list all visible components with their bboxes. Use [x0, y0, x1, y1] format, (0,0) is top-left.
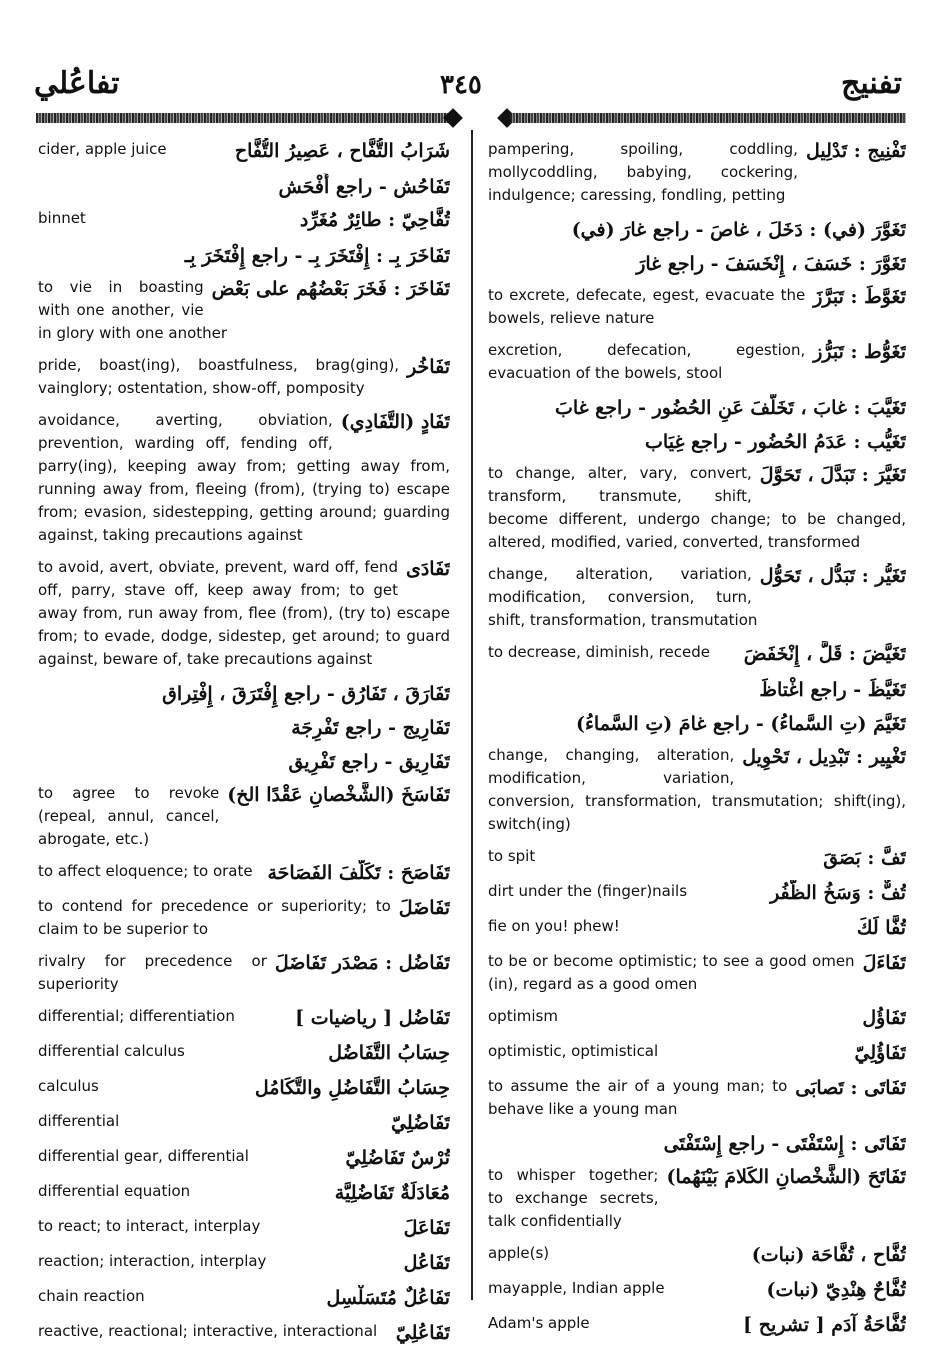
entry-arabic: تُفَّاحَةُ آدَم [ تشريح ] [743, 1314, 906, 1336]
entry-arabic: تَغَوَّرَ (في) : دَخَلَ ، غاصَ - راجع غارَ (في) [571, 219, 906, 241]
entry-arabic: تَفَاخَرَ بِـ : إِفْتَخَرَ بِـ - راجع إِفْتَخَرَ بِـ [184, 245, 450, 267]
entry-arabic: تَغْيِير : تَبْدِيل ، تَحْوِيل [742, 746, 906, 768]
entry-english: mayapple, Indian apple [488, 1279, 665, 1297]
entry-english: change, changing, alteration, modification, variation, conversion, transformation, transmutation; shift(ing), switch(ing) [488, 746, 906, 833]
entry-arabic: تَفَاضَلَ [398, 897, 450, 919]
entry-arabic: تَفَاعُلِيّ [395, 1322, 450, 1344]
dictionary-entry [38, 1215, 450, 1241]
entry-arabic: تَفَاؤُلِيّ [854, 1042, 906, 1064]
entry-arabic: تَفَّ : بَصَقَ [823, 847, 906, 869]
dictionary-entry [38, 1075, 450, 1101]
dictionary-entry [488, 1242, 906, 1268]
entry-english: optimistic, optimistical [488, 1042, 659, 1060]
entry-arabic: تَفَاعُل [403, 1252, 450, 1274]
entry-english: cider, apple juice [38, 140, 167, 158]
entry-english: binnet [38, 209, 86, 227]
dictionary-entry [488, 462, 906, 554]
entry-arabic: تَفَاؤُل [862, 1007, 906, 1029]
dictionary-entry [38, 748, 450, 776]
entry-english: differential; differentiation [38, 1007, 235, 1025]
entry-english: calculus [38, 1077, 99, 1095]
entry-arabic: حِسَابُ التَّفَاضُل [328, 1042, 450, 1064]
dictionary-entry [38, 950, 450, 996]
entry-arabic: تَغَيَّضَ : قَلَّ ، إِنْخَفَضَ [743, 643, 906, 665]
entry-english: to react; to interact, interplay [38, 1217, 261, 1235]
entry-arabic: تَغَيَّمَ (تِ السَّماءُ) - راجع غامَ (تِ السَّماءُ) [575, 713, 906, 735]
entry-english: to change, alter, vary, convert, transform, transmute, shift, become different, undergo change; to be changed, altered, modified, varied, converted, transformed [488, 464, 906, 551]
entry-english: to avoid, avert, obviate, prevent, ward off, fend off, parry, stave off, keep away from; to get away from, run away from, flee (from), (try to) escape from; to evade, dodge, sidestep, get around; to guard against, beware of, take precautions against [38, 558, 450, 668]
dictionary-entry [488, 1312, 906, 1338]
entry-arabic: تَغَيَّظَ - راجع اغْتاظَ [759, 679, 906, 701]
dictionary-entry [38, 1285, 450, 1311]
entry-arabic: تُفَّاحِيّ : طائِرٌ مُغَرِّد [299, 209, 450, 231]
dictionary-entry [38, 1005, 450, 1031]
entry-english: dirt under the (finger)nails [488, 882, 688, 900]
entry-english: differential equation [38, 1182, 191, 1200]
header-rule-left [36, 113, 448, 123]
entry-english: change, alteration, variation, modification, conversion, turn, shift, transformation, transmutation [488, 565, 758, 629]
entry-arabic: تَفَارِيق - راجع تَفْرِيق [288, 751, 450, 773]
dictionary-entry [488, 1277, 906, 1303]
entry-arabic: تُرْسٌ تَفَاضُلِيّ [345, 1147, 450, 1169]
entry-arabic: شَرَابُ التُّفَّاح ، عَصِيرُ التُّفَّاح [234, 140, 450, 162]
entry-arabic: تَفَاتَى : تَصابَى [795, 1077, 906, 1099]
entry-arabic: تَغَوَّطَ : تَبَرَّزَ [813, 286, 906, 308]
dictionary-entry [38, 1040, 450, 1066]
dictionary-entry [38, 1110, 450, 1136]
entry-arabic: تُفَّاحٌ هِنْدِيّ (نبات) [766, 1279, 906, 1301]
entry-english: to whisper together; to exchange secrets, talk confidentially [488, 1166, 659, 1230]
header-diamond-left [443, 108, 463, 128]
dictionary-entry [488, 950, 906, 996]
dictionary-entry [488, 641, 906, 667]
dictionary-entry [488, 138, 906, 207]
entry-english: apple(s) [488, 1244, 550, 1262]
dictionary-entry [38, 138, 450, 164]
entry-arabic: تَفَاعَلَ [403, 1217, 450, 1239]
entry-arabic: تَفَاسَخَ (الشَّخْصانِ عَقْدًا الخ) [227, 784, 450, 806]
entry-english: reaction; interaction, interplay [38, 1252, 267, 1270]
entry-english: excretion, defecation, egestion, evacuation of the bowels, stool [488, 341, 806, 382]
entry-arabic: حِسَابُ التَّفَاضُلِ والتَّكَامُل [254, 1077, 450, 1099]
entry-arabic: تَفَارَقَ ، تَفَارُق - راجع إِفْتَرَقَ ، إِفْتِراق [162, 683, 450, 705]
entry-english: to spit [488, 847, 536, 865]
entry-english: pride, boast(ing), boastfulness, brag(ging), vainglory; ostentation, show-off, pomposity [38, 356, 400, 397]
dictionary-entry [488, 845, 906, 871]
running-head-left: تفاعُلي [34, 66, 120, 101]
entry-arabic: تَفَاتَحَ (الشَّخْصانِ الكَلامَ بَيْنَهُما) [666, 1166, 906, 1188]
dictionary-entry [38, 409, 450, 547]
entry-english: to agree to revoke (repeal, annul, cancel, abrogate, etc.) [38, 784, 220, 848]
dictionary-entry [38, 276, 450, 345]
entry-english: differential gear, differential [38, 1147, 249, 1165]
entry-english: avoidance, averting, obviation, prevention, warding off, fending off, parry(ing), keeping away from; getting away from, running away from, fleeing (from), (trying to) escape from; evasion, sidestepping, getting around; guarding against, taking precautions against [38, 411, 450, 544]
dictionary-entry [38, 860, 450, 886]
entry-english: to assume the air of a young man; to behave like a young man [488, 1077, 788, 1118]
dictionary-entry [38, 242, 450, 270]
dictionary-entry [38, 1320, 450, 1346]
entry-english: to decrease, diminish, recede [488, 643, 710, 661]
entry-english: to vie in boasting with one another, vie in glory with one another [38, 278, 228, 342]
entry-arabic: تَفَادٍ (التَّفَادِي) [340, 411, 450, 433]
entry-english: to excrete, defecate, egest, evacuate the bowels, relieve nature [488, 286, 806, 327]
dictionary-entry [38, 207, 450, 233]
entry-english: to be or become optimistic; to see a good omen (in), regard as a good omen [488, 952, 855, 993]
header-rule-right [510, 113, 906, 123]
entry-english: chain reaction [38, 1287, 145, 1305]
dictionary-entry [488, 284, 906, 330]
entry-arabic: مُعَادَلَةٌ تَفَاضُلِيَّة [334, 1182, 450, 1204]
entry-arabic: تَغَوَّرَ : خَسَفَ ، إِنْخَسَفَ - راجع غارَ [636, 253, 906, 275]
dictionary-entry [488, 216, 906, 244]
entry-english: Adam's apple [488, 1314, 590, 1332]
dictionary-entry [38, 354, 450, 400]
entry-arabic: تَغَوُّط : تَبَرُّز [813, 341, 906, 363]
entry-arabic: تَفَاصَحَ : تَكَلَّفَ الفَصَاحَة [267, 862, 450, 884]
entry-english: to affect eloquence; to orate [38, 862, 253, 880]
page-number: ٣٤٥ [440, 70, 482, 100]
dictionary-entry [38, 1145, 450, 1171]
dictionary-entry [488, 428, 906, 456]
entry-arabic: تَفْنِيج : تَدْلِيل [805, 140, 906, 162]
entry-arabic: تَغَيُّب : عَدَمُ الحُضُور - راجع غِيَاب [645, 431, 906, 453]
dictionary-entry [38, 556, 450, 671]
dictionary-entry [38, 680, 450, 708]
dictionary-entry [488, 1164, 906, 1233]
entry-arabic: تَفَارِيج - راجع تَفْرِجَة [291, 717, 450, 739]
entry-arabic: تُفًّا لَكَ [856, 917, 906, 939]
entry-english: reactive, reactional; interactive, interactional [38, 1322, 378, 1340]
entry-arabic: تَغَيَّبَ : غابَ ، تَخَلَّفَ عَنِ الحُضُور - راجع غابَ [554, 397, 906, 419]
entry-english: differential calculus [38, 1042, 185, 1060]
dictionary-entry [488, 1005, 906, 1031]
dictionary-entry [38, 895, 450, 941]
entry-arabic: تَفَاخَرَ : فَخَرَ بَعْضُهُم على بَعْض [211, 278, 450, 300]
entry-arabic: تَفَاخُر [407, 356, 450, 378]
entry-english: fie on you! phew! [488, 917, 620, 935]
dictionary-entry [38, 782, 450, 851]
entry-arabic: تَفَاضُل : مَصْدَر تَفَاضَلَ [274, 952, 450, 974]
entry-english: differential [38, 1112, 120, 1130]
entry-arabic: تَفَاءَلَ [862, 952, 906, 974]
dictionary-entry [488, 676, 906, 704]
entry-english: to contend for precedence or superiority; to claim to be superior to [38, 897, 391, 938]
dictionary-entry [488, 1040, 906, 1066]
entry-arabic: تُفٌّ : وَسَخُ الظُّفُر [770, 882, 906, 904]
right-column [488, 138, 906, 1347]
dictionary-entry [38, 1180, 450, 1206]
entry-arabic: تَفَادَى [405, 558, 450, 580]
entry-arabic: تَفَاضُل [ رياضيات ] [295, 1007, 450, 1029]
dictionary-entry [488, 744, 906, 836]
running-head-right: تفنيج [841, 66, 902, 101]
dictionary-entry [38, 1250, 450, 1276]
dictionary-entry [488, 563, 906, 632]
left-column [38, 138, 450, 1355]
dictionary-entry [488, 915, 906, 941]
dictionary-entry [488, 1130, 906, 1158]
dictionary-entry [488, 880, 906, 906]
entry-english: optimism [488, 1007, 558, 1025]
dictionary-entry [488, 1075, 906, 1121]
entry-arabic: تَفَاحُش - راجع أَفْحَش [278, 176, 450, 198]
entry-arabic: تَغَيُّر : تَبَدُّل ، تَحَوُّل [759, 565, 906, 587]
entry-arabic: تَفَاضُلِيّ [391, 1112, 450, 1134]
dictionary-entry [488, 339, 906, 385]
entry-arabic: تَغَيَّرَ : تَبَدَّلَ ، تَحَوَّلَ [759, 464, 906, 486]
dictionary-entry [488, 394, 906, 422]
dictionary-entry [38, 714, 450, 742]
entry-english: rivalry for precedence or superiority [38, 952, 267, 993]
dictionary-entry [488, 250, 906, 278]
column-divider [471, 130, 473, 1300]
dictionary-entry [38, 173, 450, 201]
entry-arabic: تَفَاتَى : إِسْتَفْتَى - راجع إِسْتَفْتَى [663, 1133, 906, 1155]
entry-arabic: تُفَّاح ، تُفَّاحَة (نبات) [751, 1244, 906, 1266]
entry-arabic: تَفَاعُلٌ مُتَسَلْسِل [326, 1287, 450, 1309]
entry-english: pampering, spoiling, coddling, mollycoddling, babying, cockering, indulgence; caressing, fondling, petting [488, 140, 798, 204]
dictionary-entry [488, 710, 906, 738]
